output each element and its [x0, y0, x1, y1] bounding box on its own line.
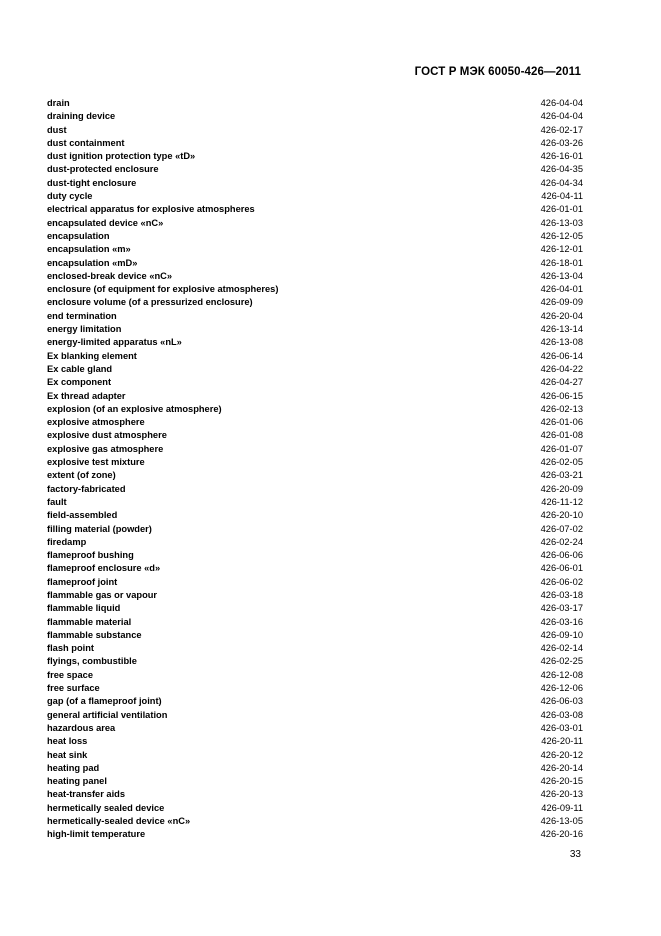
index-entry [47, 669, 583, 682]
entry-term: enclosure (of equipment for explosive atmospheres) [47, 284, 279, 295]
index-entry [47, 642, 583, 655]
entry-code: 426-02-17 [540, 124, 583, 135]
entry-code: 426-20-14 [540, 762, 583, 773]
entry-term: flyings, combustible [47, 656, 137, 667]
entry-code: 426-04-34 [540, 177, 583, 188]
entry-term: flammable gas or vapour [47, 589, 158, 600]
index-entry [47, 456, 583, 469]
entry-code: 426-04-22 [540, 363, 583, 374]
entry-code: 426-20-15 [540, 776, 583, 787]
entry-code: 426-03-18 [540, 589, 583, 600]
entry-term: heat-transfer aids [47, 789, 126, 800]
entry-term: end termination [47, 310, 117, 321]
index-entry [47, 616, 583, 629]
index-entry [47, 469, 583, 482]
index-entry [47, 150, 583, 163]
entry-code: 426-01-07 [540, 443, 583, 454]
entry-code: 426-16-01 [540, 151, 583, 162]
entry-term: hermetically-sealed device «nC» [47, 816, 191, 827]
entry-term: draining device [47, 111, 116, 122]
entry-term: flammable liquid [47, 603, 121, 614]
index-entry [47, 363, 583, 376]
entry-code: 426-13-03 [540, 217, 583, 228]
entry-term: general artificial ventilation [47, 709, 168, 720]
entry-term: heat loss [47, 736, 88, 747]
entry-code: 426-06-06 [540, 550, 583, 561]
entry-code: 426-20-04 [540, 310, 583, 321]
entry-code: 426-04-01 [540, 284, 583, 295]
entry-term: electrical apparatus for explosive atmospheres [47, 204, 255, 215]
entry-code: 426-13-14 [540, 324, 583, 335]
entry-code: 426-20-12 [540, 749, 583, 760]
index-entry [47, 802, 583, 815]
entry-code: 426-04-04 [540, 111, 583, 122]
index-entry [47, 722, 583, 735]
index-entry [47, 483, 583, 496]
index-entry [47, 775, 583, 788]
entry-code: 426-20-11 [541, 736, 583, 747]
entry-term: firedamp [47, 536, 87, 547]
entry-term: energy limitation [47, 324, 122, 335]
entry-code: 426-09-11 [541, 802, 583, 813]
index-entry [47, 336, 583, 349]
entry-code: 426-04-11 [541, 191, 583, 202]
index-entry [47, 283, 583, 296]
index-entry [47, 443, 583, 456]
index-entry [47, 403, 583, 416]
entry-code: 426-03-01 [540, 722, 583, 733]
entry-term: Ex component [47, 377, 112, 388]
entry-code: 426-07-02 [540, 523, 583, 534]
entry-code: 426-11-12 [541, 496, 583, 507]
entry-term: flammable substance [47, 629, 142, 640]
entry-term: hermetically sealed device [47, 802, 165, 813]
index-entry [47, 323, 583, 336]
entry-code: 426-04-04 [540, 98, 583, 108]
entry-term: factory-fabricated [47, 483, 126, 494]
entry-code: 426-04-27 [540, 377, 583, 388]
index-entry [47, 562, 583, 575]
entry-code: 426-01-01 [540, 204, 583, 215]
index-entry [47, 376, 583, 389]
index-entry [47, 735, 583, 748]
entry-term: encapsulation [47, 230, 110, 241]
index-entry [47, 270, 583, 283]
entry-code: 426-03-17 [540, 603, 583, 614]
entry-code: 426-13-05 [540, 816, 583, 827]
entry-code: 426-12-01 [540, 244, 583, 255]
entry-term: high-limit temperature [47, 829, 146, 840]
index-entry [47, 602, 583, 615]
index-entry [47, 549, 583, 562]
entry-code: 426-06-03 [540, 696, 583, 707]
index-entry [47, 230, 583, 243]
entry-code: 426-02-24 [540, 536, 583, 547]
entry-term: explosive dust atmosphere [47, 430, 167, 441]
entry-code: 426-04-35 [540, 164, 583, 175]
entry-code: 426-09-09 [540, 297, 583, 308]
index-entry [47, 536, 583, 549]
entry-code: 426-02-05 [540, 457, 583, 468]
entry-term: gap (of a flameproof joint) [47, 696, 162, 707]
entry-code: 426-06-01 [540, 563, 583, 574]
index-entry [47, 243, 583, 256]
index-entry [47, 682, 583, 695]
index-entry [47, 296, 583, 309]
index-entry [47, 695, 583, 708]
index-entry [47, 509, 583, 522]
index-entry [47, 416, 583, 429]
entry-term: encapsulation «mD» [47, 257, 138, 268]
index-entry [47, 655, 583, 668]
entry-code: 426-06-15 [540, 390, 583, 401]
index-entry [47, 429, 583, 442]
entry-code: 426-03-08 [540, 709, 583, 720]
index-entry [47, 177, 583, 190]
index-entry [47, 496, 583, 509]
entry-term: explosive atmosphere [47, 417, 145, 428]
entry-term: duty cycle [47, 191, 93, 202]
index-entry [47, 709, 583, 722]
entry-term: drain [47, 98, 70, 108]
index-entry [47, 788, 583, 801]
index-entry [47, 576, 583, 589]
entry-term: encapsulation «m» [47, 244, 131, 255]
entry-code: 426-02-14 [540, 643, 583, 654]
entry-term: dust ignition protection type «tD» [47, 151, 196, 162]
entry-code: 426-03-26 [540, 137, 583, 148]
entry-term: flammable material [47, 616, 132, 627]
entry-term: enclosed-break device «nC» [47, 270, 173, 281]
entry-term: extent (of zone) [47, 470, 116, 481]
entry-code: 426-09-10 [540, 629, 583, 640]
entry-term: fault [47, 496, 67, 507]
entry-code: 426-12-08 [540, 669, 583, 680]
entry-code: 426-06-14 [540, 350, 583, 361]
entry-code: 426-20-13 [540, 789, 583, 800]
index-entry [47, 97, 583, 110]
entry-term: heating pad [47, 762, 100, 773]
document-header: ГОСТ Р МЭК 60050-426—2011 [414, 66, 581, 78]
index-entry [47, 749, 583, 762]
entry-term: explosive gas atmosphere [47, 443, 164, 454]
index-entry [47, 124, 583, 137]
entry-term: Ex cable gland [47, 363, 113, 374]
index-entry [47, 589, 583, 602]
entry-code: 426-01-06 [540, 417, 583, 428]
entry-term: flash point [47, 643, 94, 654]
entry-code: 426-12-05 [540, 230, 583, 241]
index-entry [47, 523, 583, 536]
index-entry [47, 350, 583, 363]
entry-term: dust-protected enclosure [47, 164, 159, 175]
index-entry [47, 190, 583, 203]
entry-code: 426-13-04 [540, 270, 583, 281]
entry-term: Ex thread adapter [47, 390, 126, 401]
entry-term: explosive test mixture [47, 457, 145, 468]
entry-term: free surface [47, 683, 100, 694]
entry-term: energy-limited apparatus «nL» [47, 337, 182, 348]
entry-code: 426-03-21 [540, 470, 583, 481]
entry-code: 426-20-10 [540, 510, 583, 521]
entry-term: flameproof bushing [47, 550, 134, 561]
entry-code: 426-13-08 [540, 337, 583, 348]
entry-term: filling material (powder) [47, 523, 152, 534]
index-entry [47, 762, 583, 775]
index-entry [47, 163, 583, 176]
entry-term: field-assembled [47, 510, 118, 521]
entry-term: explosion (of an explosive atmosphere) [47, 403, 222, 414]
entry-term: flameproof joint [47, 576, 118, 587]
entry-term: hazardous area [47, 722, 116, 733]
entry-code: 426-18-01 [540, 257, 583, 268]
entry-term: dust containment [47, 137, 125, 148]
entry-code: 426-20-09 [540, 483, 583, 494]
entry-term: heating panel [47, 776, 107, 787]
entry-code: 426-06-02 [540, 576, 583, 587]
entry-term: enclosure volume (of a pressurized enclosure) [47, 297, 253, 308]
entry-term: flameproof enclosure «d» [47, 563, 161, 574]
entry-term: encapsulated device «nC» [47, 217, 164, 228]
entry-code: 426-03-16 [540, 616, 583, 627]
index-entry [47, 203, 583, 216]
index-entry [47, 828, 583, 841]
entry-term: Ex blanking element [47, 350, 137, 361]
entry-term: free space [47, 669, 93, 680]
term-index [47, 97, 583, 842]
index-entry [47, 217, 583, 230]
page-number: 33 [569, 849, 581, 860]
index-entry [47, 257, 583, 270]
entry-code: 426-01-08 [540, 430, 583, 441]
entry-code: 426-20-16 [540, 829, 583, 840]
index-entry [47, 629, 583, 642]
index-entry [47, 815, 583, 828]
index-entry [47, 137, 583, 150]
entry-code: 426-02-25 [540, 656, 583, 667]
entry-code: 426-12-06 [540, 683, 583, 694]
entry-code: 426-02-13 [540, 403, 583, 414]
entry-term: heat sink [47, 749, 88, 760]
index-entry [47, 390, 583, 403]
index-entry [47, 110, 583, 123]
entry-term: dust-tight enclosure [47, 177, 137, 188]
entry-term: dust [47, 124, 67, 135]
index-entry [47, 310, 583, 323]
